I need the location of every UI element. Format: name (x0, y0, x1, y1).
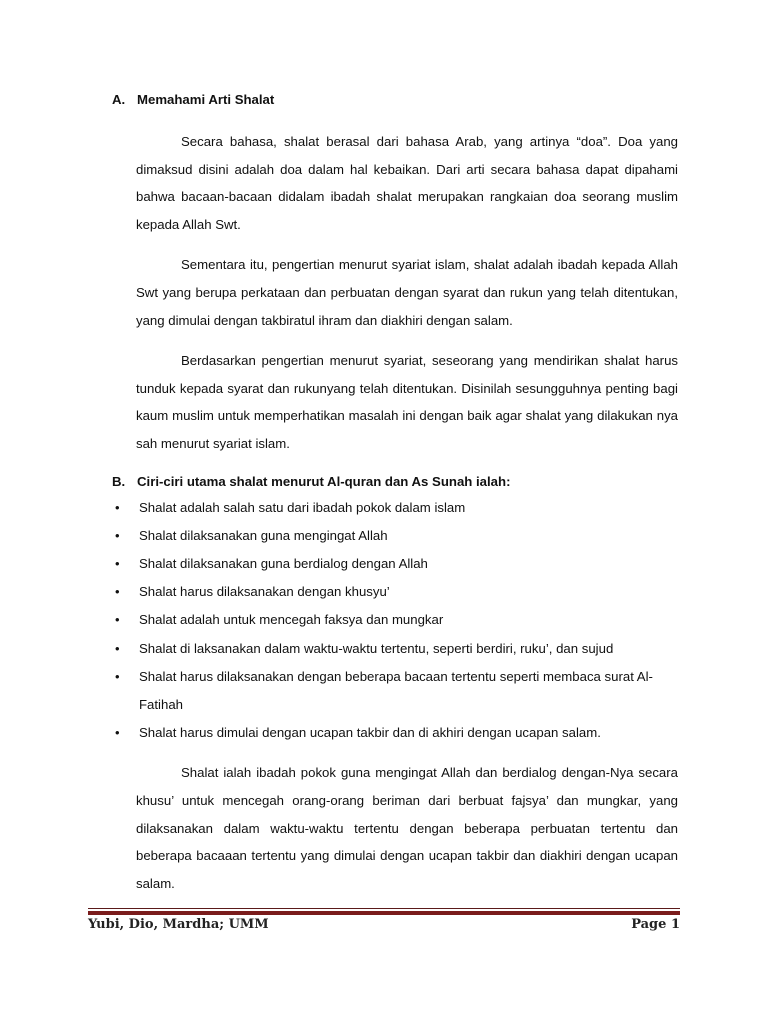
section-a-heading (112, 90, 678, 110)
section-b-letter: B. (112, 473, 126, 489)
list-item-text: Shalat dilaksanakan guna mengingat Allah (139, 527, 388, 543)
footer-page-number: Page 1 (631, 917, 680, 932)
section-a-paragraph-2: Sementara itu, pengertian menurut syariat islam, shalat adalah ibadah kepada Allah Swt yang berupa perkataan dan perbuatan dengan syarat dan rukun yang telah ditentukan, yang dimulai dengan takbiratul ihram dan diakhiri dengan salam. (136, 257, 678, 328)
bullet-icon: • (115, 527, 120, 543)
list-item-text: Shalat di laksanakan dalam waktu-waktu tertentu, seperti berdiri, ruku’, dan sujud (139, 640, 614, 656)
page-footer (88, 917, 680, 932)
footer-authors: Yubi, Dio, Mardha; UMM (88, 917, 269, 932)
list-item-text: Shalat harus dilaksanakan dengan khusyu’ (139, 584, 390, 600)
footer-rule-thin (88, 908, 680, 909)
list-item (112, 578, 678, 606)
list-item-text: Shalat harus dimulai dengan ucapan takbir dan di akhiri dengan ucapan salam. (139, 725, 601, 741)
bullet-icon: • (115, 555, 120, 571)
bullet-icon: • (115, 612, 120, 628)
section-a-letter: A. (112, 92, 126, 107)
bullet-icon: • (115, 499, 120, 515)
bullet-icon: • (115, 640, 120, 656)
footer-rule-thick (88, 911, 680, 915)
list-item-text: Shalat adalah salah satu dari ibadah pokok dalam islam (139, 499, 466, 515)
section-a-paragraph-1: Secara bahasa, shalat berasal dari bahasa Arab, yang artinya “doa”. Doa yang dimaksud disini adalah doa dalam hal kebaikan. Dari arti secara bahasa dapat dipahami bahwa bacaan-bacaan didalam ibadah shalat merupakan rangkaian doa seorang muslim kepada Allah Swt. (136, 134, 678, 232)
section-b-closing-paragraph: Shalat ialah ibadah pokok guna mengingat Allah dan berdialog dengan-Nya secara khusu’ untuk mencegah orang-orang beriman dari berbuat fajsya’ dan mungkar, yang dilaksanakan dalam waktu-waktu tertentu dengan beberapa perbuatan tertentu dan beberapa bacaaan tertentu yang dimulai dengan ucapan takbir dan diakhiri dengan ucapan salam. (136, 765, 678, 891)
list-item (112, 494, 678, 522)
bullet-icon: • (115, 668, 120, 684)
list-item-text: Shalat dilaksanakan guna berdialog dengan Allah (139, 555, 428, 571)
section-b-title: Ciri-ciri utama shalat menurut Al-quran dan As Sunah ialah: (137, 473, 511, 489)
list-item (112, 550, 678, 578)
list-item (112, 635, 678, 663)
list-item-text: Shalat harus dilaksanakan dengan beberapa bacaan tertentu seperti membaca surat Al-Fatihah (139, 668, 653, 712)
list-item (112, 663, 678, 719)
list-item (112, 606, 678, 634)
list-item (112, 719, 678, 747)
list-item (112, 522, 678, 550)
section-a-paragraph-3: Berdasarkan pengertian menurut syariat, seseorang yang mendirikan shalat harus tunduk kepada syarat dan rukunyang telah ditentukan. Disinilah sesungguhnya penting bagi kaum muslim untuk memperhatikan masalah ini dengan baik agar shalat yang dilakukan nya sah menurut syariat islam. (136, 353, 678, 451)
characteristics-list (112, 494, 678, 748)
bullet-icon: • (115, 584, 120, 600)
page-content (112, 90, 678, 897)
section-b-heading (112, 472, 678, 492)
section-a-title: Memahami Arti Shalat (137, 92, 275, 107)
bullet-icon: • (115, 725, 120, 741)
list-item-text: Shalat adalah untuk mencegah faksya dan mungkar (139, 612, 444, 628)
